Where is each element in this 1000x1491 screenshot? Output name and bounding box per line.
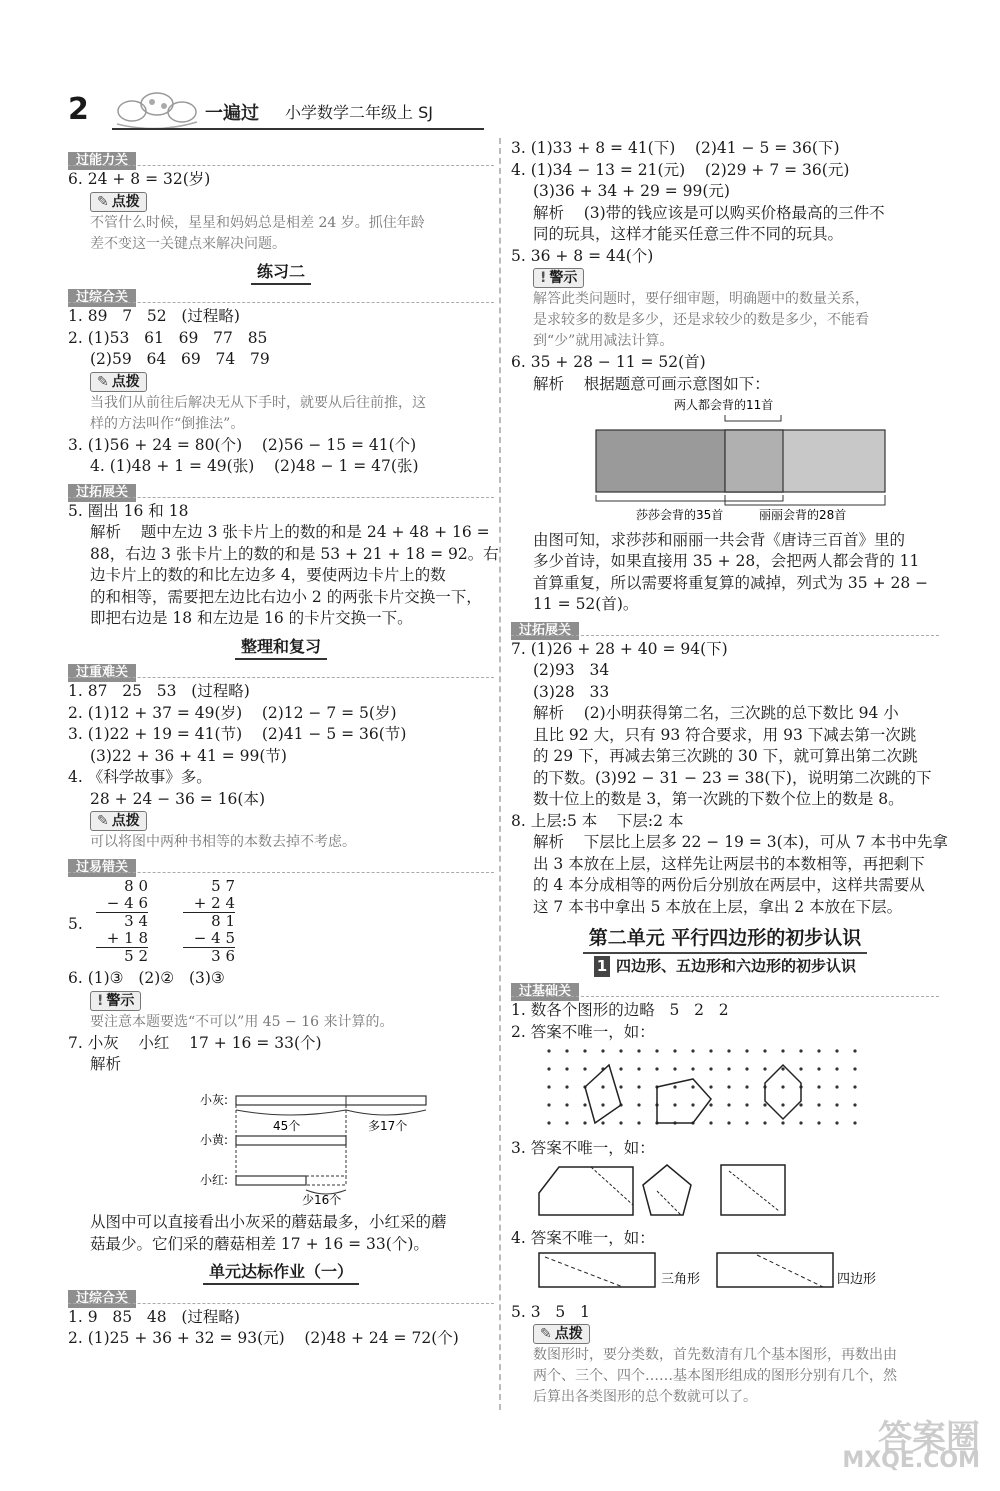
header-decoration-icon [112,86,202,132]
grid-dot [619,1085,622,1088]
grid-dot [619,1067,622,1070]
analysis-line: 且比 92 大，只有 93 符合要求，用 93 下减去第一次跳 [533,725,917,744]
grid-dot [799,1049,802,1052]
grid-dot [835,1085,838,1088]
answer-line: 3. 答案不唯一，如： [511,1138,655,1157]
unit-title: 第二单元 平行四边形的初步认识 [511,928,939,950]
bar-yellow [236,1136,346,1145]
tip-text: 当我们从前往后解决无从下手时，就要从后往前推，这 样的方法叫作“倒推法”。 [90,394,426,432]
analysis-line: 11 = 52(首)。 [533,595,639,613]
grid-dot [727,1103,730,1106]
rectangle-shape [717,1253,833,1287]
page-number: 2 [68,92,89,127]
hexagon-shape [765,1065,801,1119]
grid-dot [565,1067,568,1070]
grid-dot [619,1049,622,1052]
grid-dot [781,1103,784,1106]
answer-line: 5. 3 5 1 [511,1302,590,1321]
brace-45 [236,1110,346,1115]
analysis-line: 88，右边 3 张卡片上的数的和是 53 + 21 + 18 = 92。右 [90,544,499,563]
rectangle-shape [539,1253,655,1287]
section-title: 整理和复习 [68,636,494,658]
analysis-line: 的和相等，需要把左边比右边小 2 的两张卡片交换一下， [90,587,482,606]
grid-dot [727,1067,730,1070]
answer-line: (3)36 + 34 + 29 = 99(元) [533,182,730,200]
answer-line: 1. 89 7 52 (过程略) [68,307,240,325]
row-label-yellow: 小黄: [200,1132,229,1147]
label-less16: 少16个 [302,1192,342,1206]
section-tag: 过能力关 [68,149,494,167]
grid-dot [565,1121,568,1124]
warning-badge: ! 警示 [90,991,141,1011]
answer-line: 6. 35 + 28 − 11 = 52(首) [511,353,706,371]
answer-line: 5. 36 + 8 = 44(个) [511,246,654,265]
answer-line: 6. (1)③ (2)② (3)③ [68,969,225,987]
grid-dot [763,1049,766,1052]
grid-dot [709,1067,712,1070]
analysis-line: 解析 下层比上层多 22 − 19 = 3(本)，可从 7 本书中先拿 [533,833,948,851]
grid-dot [601,1049,604,1052]
tip-text: 数图形时，要分类数，首先数清有几个基本图形，再数出由 两个、三个、四个……基本图形组成的图形分别有几个，然 后算出各类图形的总个数就可以了。 [533,1347,897,1405]
section-tag: 过重难关 [68,661,494,679]
grid-dot [817,1121,820,1124]
grid-dot [799,1067,802,1070]
label-both: 两人都会背的11首 [674,398,774,412]
warning-badge: ! 警示 [533,268,584,288]
brace-shasha [596,495,783,501]
vertical-calc-2: 5 7 + 2 4 8 1 − 4 5 3 6 [183,878,235,965]
analysis-line: 的 29 下，再减去第三次跳的 30 下，就可算出第二次跳 [533,747,918,765]
grid-dot [637,1067,640,1070]
lesson-title: 1 四边形、五边形和六边形的初步认识 [511,956,939,978]
analysis-line: 由图可知，求莎莎和丽丽一共会背《唐诗三百首》里的 [533,530,906,549]
analysis-line: 解析 (3)带的钱应该是可以购买价格最高的三件不 [533,203,885,222]
answer-line: 3. (1)33 + 8 = 41(下) (2)41 − 5 = 36(下) [511,139,840,157]
cut-line [729,1171,779,1211]
pencil-icon: ✎ [97,813,109,829]
analysis-line: 的 4 本分成相等的两份后分别放在两层中，这样共需要从 [533,876,925,894]
pencil-icon: ✎ [97,373,109,390]
grid-dot [583,1103,586,1106]
analysis-line: 解析 根据题意可画示意图如下： [533,374,770,393]
answer-line: (2)93 34 [533,661,610,679]
grid-dot [691,1067,694,1070]
grid-dot [781,1121,784,1124]
brace-lili [725,495,885,505]
label-triangle: 三角形 [661,1272,701,1287]
grid-dot [583,1121,586,1124]
answer-line: (2)59 64 69 74 79 [90,350,270,368]
grid-dot [727,1121,730,1124]
tip-text: 不管什么时候，星星和妈妈总是相差 24 岁。抓住年龄 差不变这一关键点来解决问题。 [90,214,425,252]
analysis-label: 解析 [90,1055,122,1073]
bar-gray [236,1096,426,1105]
dot-grid-shapes [511,1043,939,1131]
answer-line: (3)22 + 36 + 41 = 99(节) [90,746,287,765]
answer-line: 7. (1)26 + 28 + 40 = 94(下) [511,639,728,658]
answer-line: 2. (1)25 + 36 + 32 = 93(元) (2)48 + 24 = 72(个) [68,1329,459,1347]
grid-dot [691,1085,694,1088]
pentagon-shape [657,1079,711,1123]
grid-dot [835,1067,838,1070]
answer-line: 1. 数各个图形的边略 5 2 2 [511,1001,729,1019]
grid-dot [547,1103,550,1106]
vertical-calc-1: 8 0 − 4 6 3 4 + 1 8 5 2 [96,878,148,965]
analysis-line: 同的玩具，这样才能买任意三件不同的玩具。 [533,225,844,243]
grid-dot [745,1067,748,1070]
analysis-line: 数十位上的数是 3，第一次跳的下数个位上的数是 8。 [533,790,904,808]
grid-dot [709,1085,712,1088]
grid-dot [709,1121,712,1124]
tip-badge: ✎ 点拨 [90,192,147,212]
grid-dot [547,1085,550,1088]
tip-badge: ✎ 点拨 [90,372,147,392]
grid-dot [835,1103,838,1106]
answer-line: (3)28 33 [533,682,610,701]
analysis-line: 解析 题中左边 3 张卡片上的数的和是 24 + 48 + 16 = [90,523,490,541]
analysis-line: 出 3 本放在上层，这样先让两层书的本数相等，再把剩下 [533,854,925,873]
grid-dot [709,1103,712,1106]
grid-dot [601,1103,604,1106]
answer-line: 8. 上层:5 本 下层:2 本 [511,811,684,830]
warning-text: 要注意本题要选“不可以”用 45 − 16 来计算的。 [90,1013,394,1030]
label-quadrilateral: 四边形 [837,1272,877,1287]
watermark-logo: 答案圈 [878,1418,980,1458]
grid-dot [817,1067,820,1070]
grid-dot [799,1121,802,1124]
grid-dot [673,1085,676,1088]
grid-dot [763,1103,766,1106]
grid-dot [853,1103,856,1106]
grid-dot [745,1049,748,1052]
mushroom-diagram [68,1076,494,1206]
analysis-line: 边卡片上的数的和比左边多 4，要使两边卡片上的数 [90,566,446,584]
brace-top [725,415,781,421]
grid-dot [763,1121,766,1124]
grid-dot [565,1103,568,1106]
analysis-line: 这 7 本书中拿出 5 本放在上层，拿出 2 本放在下层。 [533,897,903,916]
grid-dot [547,1049,550,1052]
brace-more17 [346,1110,426,1115]
header-title: 小学数学二年级上 SJ [285,103,433,122]
grid-dot [727,1085,730,1088]
grid-dot [637,1121,640,1124]
right-column [511,138,948,1408]
answer-line: 2. (1)12 + 37 = 49(岁) (2)12 − 7 = 5(岁) [68,703,397,722]
answer-line: 3. (1)56 + 24 = 80(个) (2)56 − 15 = 41(个) [68,435,417,454]
section-title: 练习二 [68,261,494,283]
answer-line: 2. (1)53 61 69 77 85 [68,328,268,347]
grid-dot [781,1067,784,1070]
grid-dot [583,1067,586,1070]
tip-badge: ✎ 点拨 [90,811,147,831]
warning-text: 解答此类问题时，要仔细审题，明确题中的数量关系， 是求较多的数是多少，还是求较少的数是多少，不能看 到“少”就用减法计算。 [533,291,869,349]
grid-dot [691,1049,694,1052]
cut-line [757,1255,823,1287]
grid-dot [565,1085,568,1088]
grid-dot [853,1049,856,1052]
cut-line [591,1167,633,1205]
watermark-url: MXQE.COM [842,1448,980,1473]
grid-dot [637,1085,640,1088]
grid-dot [619,1121,622,1124]
grid-dot [763,1067,766,1070]
grid-dot [835,1121,838,1124]
section-tag: 过综合关 [68,1287,494,1305]
dot-grid [547,1049,856,1124]
bar-red-missing [306,1176,346,1185]
row-label-gray: 小灰: [200,1092,229,1107]
answer-line: 4. (1)34 − 13 = 21(元) (2)29 + 7 = 36(元) [511,160,850,179]
question-number: 5. [68,915,83,933]
label-lili: 丽丽会背的28首 [759,508,847,522]
label-shasha: 莎莎会背的35首 [636,508,724,522]
answer-line: 4. 答案不唯一，如： [511,1228,655,1247]
grid-dot [655,1067,658,1070]
grid-dot [853,1085,856,1088]
section-title: 单元达标作业（一） [68,1261,494,1283]
cut-line [545,1257,623,1287]
grid-dot [817,1049,820,1052]
grid-dot [835,1049,838,1052]
analysis-line: 解析 (2)小明获得第二名，三次跳的总下数比 94 小 [533,704,899,722]
pencil-icon: ✎ [540,1326,552,1342]
grid-dot [745,1121,748,1124]
analysis-line: 从图中可以直接看出小灰采的蘑菇最多，小红采的蘑 [90,1213,447,1231]
grid-dot [673,1103,676,1106]
quadrilateral-shape [585,1065,621,1123]
grid-dot [637,1103,640,1106]
cut-shapes [511,1159,939,1221]
pentagon-shape [643,1165,691,1215]
bar-overlap [725,430,783,492]
grid-dot [781,1085,784,1088]
vertical-calculations [68,876,494,968]
grid-dot [691,1103,694,1106]
grid-dot [583,1049,586,1052]
grid-dot [745,1085,748,1088]
grid-dot [673,1067,676,1070]
label-45: 45个 [273,1118,301,1133]
analysis-line: 即把右边是 18 和左边是 16 的卡片交换一下。 [90,609,413,627]
grid-dot [601,1121,604,1124]
answer-line: 5. 圈出 16 和 18 [68,501,189,520]
grid-dot [565,1049,568,1052]
grid-dot [547,1121,550,1124]
label-more17: 多17个 [368,1118,408,1133]
grid-dot [799,1103,802,1106]
grid-dot [853,1121,856,1124]
answer-line: 4. 《科学故事》多。 [68,768,212,786]
grid-dot [637,1049,640,1052]
pentagon-cut-shape [539,1167,633,1215]
answer-line: 28 + 24 − 36 = 16(本) [90,789,266,808]
grid-dot [817,1085,820,1088]
exclamation-icon: ! [97,992,104,1009]
row-label-red: 小红: [200,1172,229,1187]
answer-line: 4. (1)48 + 1 = 49(张) (2)48 − 1 = 47(张) [90,457,419,475]
section-tag: 过易错关 [68,856,494,874]
grid-dot [547,1067,550,1070]
section-tag: 过基础关 [511,980,939,998]
header-rule [112,128,484,130]
analysis-line: 的下数。(3)92 − 31 − 23 = 38(下)，说明第二次跳的下 [533,768,932,787]
rectangle-cut-shapes [511,1249,939,1295]
grid-dot [655,1049,658,1052]
answer-line: 1. 9 85 48 (过程略) [68,1307,240,1326]
grid-dot [727,1049,730,1052]
grid-dot [817,1103,820,1106]
column-divider [499,138,501,1410]
grid-dot [673,1049,676,1052]
pencil-icon: ✎ [97,193,109,210]
section-tag: 过综合关 [68,286,494,304]
grid-dot [781,1049,784,1052]
bar-red [236,1176,306,1185]
section-tag: 过拓展关 [68,481,494,499]
grid-dot [745,1103,748,1106]
grid-dot [601,1085,604,1088]
section-tag: 过拓展关 [511,619,939,637]
tip-text: 可以将图中两种书相等的本数去掉不考虑。 [90,834,356,850]
analysis-line: 多少首诗，如果直接用 35 + 28，会把两人都会背的 11 [533,552,920,570]
poems-diagram [511,395,939,523]
grid-dot [709,1049,712,1052]
brand-logo: 一遍过 [205,103,259,124]
cut-line [657,1191,681,1215]
grid-dot [853,1067,856,1070]
answer-line: 1. 87 25 53 (过程略) [68,682,250,700]
answer-line: 3. (1)22 + 19 = 41(节) (2)41 − 5 = 36(节) [68,725,407,743]
analysis-line: 菇最少。它们采的蘑菇相差 17 + 16 = 33(个)。 [90,1234,429,1253]
analysis-line: 首算重复，所以需要将重复算的减掉，列式为 35 + 28 − [533,573,929,592]
answer-line: 6. 24 + 8 = 32(岁) [68,170,211,188]
answer-line: 2. 答案不唯一，如： [511,1022,655,1041]
answer-line: 7. 小灰 小红 17 + 16 = 33(个) [68,1033,322,1052]
tip-badge: ✎ 点拨 [533,1324,590,1344]
left-column [68,146,499,1350]
exclamation-icon: ! [540,270,547,286]
